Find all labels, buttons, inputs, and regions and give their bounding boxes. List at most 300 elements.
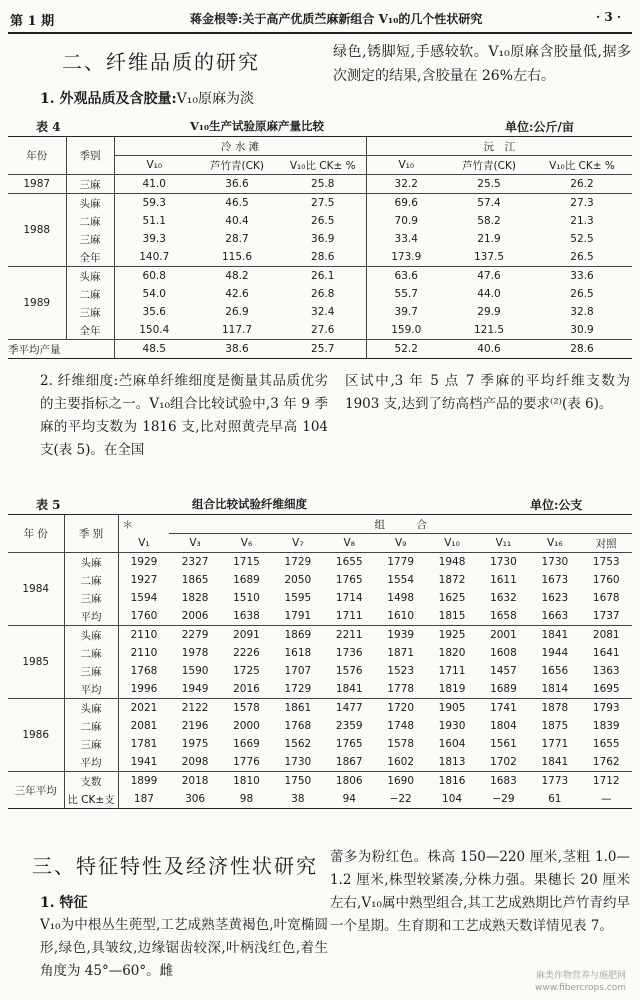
table5-value-cell: 1625 xyxy=(438,592,466,604)
table4-value-cell: 39.7 xyxy=(366,303,446,321)
table4-col-header: V₁₀ xyxy=(366,156,446,175)
table-row xyxy=(8,194,632,213)
table5-value-cell: 1457 xyxy=(490,665,517,677)
table5-value-cell: 1715 xyxy=(233,556,260,568)
table5-season-cell: 二麻 xyxy=(64,717,118,735)
table4-value-cell: 44.0 xyxy=(477,288,501,300)
table-row xyxy=(8,267,632,286)
table4-value-cell: 26.5 xyxy=(570,251,594,263)
table4-value-cell: 30.9 xyxy=(570,324,594,336)
table5-value-cell: 1510 xyxy=(233,592,260,604)
table4-value-cell: 117.7 xyxy=(221,324,253,336)
table5-value-cell: 2226 xyxy=(233,647,260,659)
table5-value-cell: 1760 xyxy=(592,574,620,586)
table4-value-cell: 70.9 xyxy=(366,212,446,230)
table5-value-cell: 1813 xyxy=(438,756,466,768)
table5-value-cell: 1930 xyxy=(438,720,466,732)
table5-value-cell: 1689 xyxy=(490,683,517,695)
table5-value-cell: 1871 xyxy=(387,647,415,659)
table5-value-cell: 1498 xyxy=(387,592,415,604)
appearance-text-start: V₁₀原麻为淡 xyxy=(176,91,255,107)
table5-value-cell: 1618 xyxy=(284,647,312,659)
table5-value-cell: 1602 xyxy=(387,756,415,768)
table5-total-cell: 187 xyxy=(118,790,169,809)
table5-value-cell: 1477 xyxy=(335,702,363,714)
fineness-text-left: 2. 纤维细度:苎麻单纤维细度是衡量其品质优劣的主要指标之一。V₁₀组合比较试验中,3 年 9 季麻的平均支数为 1816 支,比对照黄壳早高 104 支(表 5)。在全国 xyxy=(40,373,328,458)
table-row xyxy=(8,285,632,303)
table4-average-cell: 28.6 xyxy=(570,343,594,355)
table4-value-cell: 21.3 xyxy=(570,215,594,227)
table5-value-cell: 1748 xyxy=(387,720,415,732)
features-text-right: 蕾多为粉红色。株高 150—220 厘米,茎粗 1.0—1.2 厘米,株型较紧凑,分株力强。果穗长 20 厘米左右,V₁₀属中熟型组合,其工艺成熟期比芦竹青约早一个星期。生育期和工艺成熟天数详情见表 7。 xyxy=(330,849,630,934)
table5-value-cell: 1841 xyxy=(335,683,363,695)
table4-value-cell: 27.3 xyxy=(570,197,594,209)
table5-value-cell: 1610 xyxy=(387,610,415,622)
table5-value-cell: 2110 xyxy=(118,644,169,662)
table5-value-cell: 1791 xyxy=(284,610,312,622)
table5-value-cell: 1996 xyxy=(118,680,169,699)
table5-value-cell: 1655 xyxy=(335,556,363,568)
table4-value-cell: 159.0 xyxy=(366,321,446,340)
table4-value-cell: 26.1 xyxy=(311,270,335,282)
table5-value-cell: 1729 xyxy=(284,556,312,568)
table4-value-cell: 121.5 xyxy=(473,324,505,336)
table5-value-cell: 1762 xyxy=(592,756,620,768)
table4-value-cell: 36.6 xyxy=(225,178,249,190)
table5-year-cell: 1985 xyxy=(8,626,64,699)
table4-value-cell: 21.9 xyxy=(477,233,501,245)
table5-value-cell: 1941 xyxy=(118,753,169,772)
table5-value-cell: 1623 xyxy=(541,592,569,604)
table4-average-cell: 40.6 xyxy=(477,343,501,355)
table5-unit: 单位:公支 xyxy=(530,498,583,512)
table4-col-header: V₁₀比 CK± % xyxy=(289,159,356,172)
table-row xyxy=(8,553,632,572)
table5-value-cell: 1561 xyxy=(490,738,517,750)
table5-value-cell: 1711 xyxy=(335,610,363,622)
table4-year-cell: 1988 xyxy=(8,194,66,267)
table4-value-cell: 54.0 xyxy=(114,285,194,303)
table5-season-cell: 头麻 xyxy=(64,626,118,645)
table5-value-cell: 1878 xyxy=(541,702,569,714)
table5-value-cell: 1678 xyxy=(592,592,620,604)
table5-value-cell: 1730 xyxy=(284,756,312,768)
table5-col-header: 对照 xyxy=(595,537,617,550)
table-row xyxy=(8,662,632,680)
table5-value-cell: 2006 xyxy=(181,610,209,622)
table4-value-cell: 52.5 xyxy=(570,233,594,245)
table4-value-cell: 29.9 xyxy=(477,306,501,318)
table5-season-cell: 头麻 xyxy=(64,553,118,572)
table5-value-cell: 1814 xyxy=(541,683,569,695)
table5-total-cell: 1773 xyxy=(541,775,569,787)
table5-value-cell: 1841 xyxy=(541,629,569,641)
table4-label: 表 4 xyxy=(36,120,61,134)
table5-total-cell: 1683 xyxy=(490,775,517,787)
table5-season-cell: 头麻 xyxy=(64,699,118,718)
table5-value-cell: 1669 xyxy=(233,738,260,750)
table4 xyxy=(8,136,632,359)
table5-season-cell: 二麻 xyxy=(64,644,118,662)
table5-total-cell: 1806 xyxy=(335,775,363,787)
header-rule xyxy=(8,32,632,34)
table4-season-cell: 二麻 xyxy=(66,212,114,230)
table5-value-cell: 2122 xyxy=(181,702,209,714)
table4-average-cell: 48.5 xyxy=(114,340,194,359)
features-subtitle: 1. 特征 xyxy=(40,895,88,911)
table4-value-cell: 41.0 xyxy=(114,175,194,194)
table5-total-cell: 1810 xyxy=(233,775,260,787)
table5-total-cell: −22 xyxy=(389,793,412,805)
table5-value-cell: 2110 xyxy=(118,626,169,645)
appearance-text-right: 绿色,锈脚短,手感较软。V₁₀原麻含胶量低,据多次测定的结果,含胶量在 26%左右。 xyxy=(333,44,631,84)
table5-caption: 组合比较试验纤维细度 xyxy=(192,497,307,511)
table5-value-cell: 1594 xyxy=(118,589,169,607)
table4-value-cell: 140.7 xyxy=(114,248,194,267)
table5-value-cell: 1562 xyxy=(284,738,312,750)
table5-col-header: V₁₁ xyxy=(495,537,512,549)
table4-value-cell: 26.5 xyxy=(311,215,335,227)
table5-value-cell: 1730 xyxy=(541,556,569,568)
table5-value-cell: 2081 xyxy=(592,629,620,641)
table4-value-cell: 51.1 xyxy=(114,212,194,230)
table4-unit: 单位:公斤/亩 xyxy=(505,120,574,134)
table5-value-cell: 1729 xyxy=(284,683,312,695)
table5-value-cell: 1632 xyxy=(490,592,517,604)
table4-value-cell: 57.4 xyxy=(477,197,501,209)
table5-value-cell: 2327 xyxy=(181,556,209,568)
table4-header-year: 年份 xyxy=(8,137,66,175)
table5-value-cell: 1608 xyxy=(490,647,517,659)
table4-season-cell: 头麻 xyxy=(66,194,114,213)
table5-value-cell: 1554 xyxy=(387,574,415,586)
table4-average-cell: 25.7 xyxy=(311,343,335,355)
table5-value-cell: 2279 xyxy=(181,629,209,641)
table4-value-cell: 26.8 xyxy=(311,288,335,300)
table4-group-a: 冷 水 滩 xyxy=(114,137,366,156)
table5-total-cell: 94 xyxy=(342,793,356,805)
table5-value-cell: 2000 xyxy=(233,720,260,732)
table5-value-cell: 1865 xyxy=(181,574,209,586)
table5-value-cell: 1948 xyxy=(438,556,466,568)
table5-total-sublabel: 支数 xyxy=(64,772,118,791)
table5-year-cell: 1984 xyxy=(8,553,64,626)
table-row xyxy=(8,175,632,194)
table4-average-cell: 38.6 xyxy=(225,343,249,355)
table5-value-cell: 1828 xyxy=(181,592,209,604)
table5-total-row xyxy=(8,790,632,809)
table5-value-cell: 2081 xyxy=(118,717,169,735)
table5-value-cell: 1725 xyxy=(233,665,260,677)
appearance-subtitle xyxy=(40,88,254,108)
table4-caption: V₁₀生产试验原麻产量比较 xyxy=(190,119,324,133)
table5-total-cell: — xyxy=(601,793,612,805)
table5-total-cell: 1712 xyxy=(592,775,620,787)
table5-total-cell: −29 xyxy=(492,793,515,805)
table4-value-cell: 39.3 xyxy=(114,230,194,248)
table4-year-cell: 1987 xyxy=(8,175,66,194)
table4-value-cell: 59.3 xyxy=(114,194,194,213)
table-row xyxy=(8,735,632,753)
watermark-site-name: 麻类作物营养与施肥网 xyxy=(535,971,626,981)
table-row xyxy=(8,589,632,607)
table-row xyxy=(8,717,632,735)
table-row xyxy=(8,212,632,230)
table5-value-cell: 1673 xyxy=(541,574,569,586)
table4-value-cell: 137.5 xyxy=(473,251,505,263)
table5-value-cell: 1695 xyxy=(592,683,620,695)
table5-col-header: V₁₆ xyxy=(547,537,563,549)
table5-value-cell: 1363 xyxy=(592,665,620,677)
table5-value-cell: 1779 xyxy=(387,556,415,568)
table4-season-cell: 三麻 xyxy=(66,230,114,248)
table4-header-season: 季别 xyxy=(66,137,114,175)
table5-season-cell: 三麻 xyxy=(64,662,118,680)
table5-value-cell: 1929 xyxy=(118,553,169,572)
table5-value-cell: 1711 xyxy=(438,665,466,677)
table5-col-header: V₁ xyxy=(118,534,169,553)
table5-value-cell: 1872 xyxy=(438,574,466,586)
table5-group: 组 合 xyxy=(169,515,632,534)
table5-total-cell: 104 xyxy=(442,793,463,805)
table4-value-cell: 55.7 xyxy=(366,285,446,303)
table4-col-header: V₁₀ xyxy=(114,156,194,175)
table4-season-cell: 全年 xyxy=(66,248,114,267)
table4-value-cell: 32.4 xyxy=(311,306,335,318)
table4-value-cell: 63.6 xyxy=(366,267,446,286)
table4-value-cell: 33.4 xyxy=(366,230,446,248)
table4-value-cell: 40.4 xyxy=(225,215,249,227)
table5-value-cell: 1975 xyxy=(181,738,209,750)
table5-value-cell: 1781 xyxy=(118,735,169,753)
table5-total-cell: 61 xyxy=(548,793,562,805)
table5-value-cell: 1658 xyxy=(490,610,517,622)
table5-col-header: V₇ xyxy=(292,537,304,549)
table5-season-cell: 三麻 xyxy=(64,735,118,753)
table-row xyxy=(8,753,632,772)
table4-value-cell: 42.6 xyxy=(225,288,249,300)
table5-value-cell: 1978 xyxy=(181,647,209,659)
table5-value-cell: 1720 xyxy=(387,702,415,714)
table4-value-cell: 26.9 xyxy=(225,306,249,318)
table5-value-cell: 1736 xyxy=(335,647,363,659)
table4-value-cell: 32.2 xyxy=(366,175,446,194)
table5-total-label: 三年平均 xyxy=(8,772,64,809)
table-row xyxy=(8,607,632,626)
table5-year-cell: 1986 xyxy=(8,699,64,772)
table5-value-cell: 1638 xyxy=(233,610,260,622)
table4-season-cell: 二麻 xyxy=(66,285,114,303)
table5-col-header: V₆ xyxy=(240,537,253,549)
table4-value-cell: 48.2 xyxy=(225,270,249,282)
table5-value-cell: 1815 xyxy=(438,610,466,622)
table5-header-year: 年 份 xyxy=(8,515,64,553)
table5-value-cell: 2211 xyxy=(335,629,363,641)
table5-value-cell: 1641 xyxy=(592,647,620,659)
table5-value-cell: 1768 xyxy=(284,720,312,732)
table5-value-cell: 1927 xyxy=(118,571,169,589)
table4-value-cell: 150.4 xyxy=(114,321,194,340)
table4-value-cell: 33.6 xyxy=(570,270,594,282)
table4-value-cell: 60.8 xyxy=(114,267,194,286)
table5-total-row xyxy=(8,772,632,791)
table5-value-cell: 1839 xyxy=(592,720,620,732)
table5-value-cell: 1737 xyxy=(592,610,620,622)
table4-average-cell: 52.2 xyxy=(366,340,446,359)
table5-value-cell: 1604 xyxy=(438,738,466,750)
table5-label: 表 5 xyxy=(36,498,61,512)
table5-value-cell: 1595 xyxy=(284,592,312,604)
table4-average-row xyxy=(8,340,632,359)
table5-value-cell: 1819 xyxy=(438,683,466,695)
table5-value-cell: 2091 xyxy=(233,629,260,641)
table5-value-cell: 1804 xyxy=(490,720,517,732)
table5-value-cell: 1861 xyxy=(284,702,312,714)
table4-group-b: 沅 江 xyxy=(366,137,632,156)
table5-value-cell: 1939 xyxy=(387,629,415,641)
table5-value-cell: 1689 xyxy=(233,574,260,586)
table5-value-cell: 1655 xyxy=(592,738,620,750)
table4-col-header: V₁₀比 CK± % xyxy=(549,159,615,172)
table5-value-cell: 1760 xyxy=(118,607,169,626)
table4-col-header: 芦竹青(CK) xyxy=(462,159,516,172)
table4-value-cell: 46.5 xyxy=(225,197,249,209)
table4-season-cell: 三麻 xyxy=(66,175,114,194)
table4-value-cell: 69.6 xyxy=(366,194,446,213)
table5-col-header: V₁₀ xyxy=(444,537,460,549)
table5-col-header: V₉ xyxy=(394,537,407,549)
table5-value-cell: 1707 xyxy=(284,665,312,677)
table4-value-cell: 26.5 xyxy=(570,288,594,300)
table5-value-cell: 1925 xyxy=(438,629,466,641)
table5-total-cell: 38 xyxy=(291,793,305,805)
table5-total-cell: 306 xyxy=(185,793,206,805)
table5 xyxy=(8,514,632,809)
table4-value-cell: 27.6 xyxy=(311,324,335,336)
table5-total-cell: 98 xyxy=(239,793,254,805)
table-row xyxy=(8,680,632,699)
table-row xyxy=(8,626,632,645)
table5-col-header: V₈ xyxy=(343,537,355,549)
table5-value-cell: 1944 xyxy=(541,647,569,659)
table4-value-cell: 26.2 xyxy=(570,178,594,190)
table5-total-cell: 1816 xyxy=(438,775,466,787)
table5-value-cell: 2050 xyxy=(284,574,312,586)
table5-value-cell: 2196 xyxy=(181,720,209,732)
table4-value-cell: 36.9 xyxy=(311,233,335,245)
table4-col-header: 芦竹青(CK) xyxy=(210,159,264,172)
table5-total-sublabel: 比 CK±支 xyxy=(64,790,118,809)
fineness-text-right: 区试中,3 年 5 点 7 季麻的平均纤维支数为 1903 支,达到了纺高档产品的要求⁽²⁾(表 6)。 xyxy=(345,373,630,412)
table5-value-cell: 2098 xyxy=(181,756,209,768)
table5-season-cell: 平均 xyxy=(64,753,118,772)
table-row xyxy=(8,303,632,321)
table4-value-cell: 25.5 xyxy=(477,178,501,190)
table-row xyxy=(8,248,632,267)
table4-value-cell: 28.7 xyxy=(225,233,249,245)
table5-value-cell: 1869 xyxy=(284,629,312,641)
table5-season-cell: 平均 xyxy=(64,680,118,699)
table5-value-cell: 1590 xyxy=(181,665,209,677)
table4-value-cell: 47.6 xyxy=(477,270,501,282)
appearance-subtitle-label: 1. 外观品质及含胶量: xyxy=(40,91,177,107)
table5-value-cell: 1875 xyxy=(541,720,569,732)
table5-value-cell: 1578 xyxy=(387,738,415,750)
table5-value-cell: 1702 xyxy=(490,756,517,768)
table5-value-cell: 1776 xyxy=(233,756,260,768)
table5-total-cell: 2018 xyxy=(181,775,209,787)
table-row xyxy=(8,321,632,340)
table5-total-cell: 1690 xyxy=(387,775,415,787)
table5-value-cell: 1663 xyxy=(541,610,569,622)
table5-season-cell: 平均 xyxy=(64,607,118,626)
table5-value-cell: 1768 xyxy=(118,662,169,680)
section-2-title: 二、纤维品质的研究 xyxy=(62,50,260,74)
table5-season-cell: 三麻 xyxy=(64,589,118,607)
table4-value-cell: 115.6 xyxy=(221,251,253,263)
table5-col-header: V₃ xyxy=(189,537,201,549)
table5-value-cell: 1905 xyxy=(438,702,466,714)
table5-value-cell: 1771 xyxy=(541,738,569,750)
table5-value-cell: 2016 xyxy=(233,683,260,695)
table4-value-cell: 32.8 xyxy=(570,306,594,318)
issue-number: 第 1 期 xyxy=(10,14,55,29)
table5-value-cell: 2001 xyxy=(490,629,517,641)
table-row xyxy=(8,699,632,718)
table5-value-cell: 2021 xyxy=(118,699,169,718)
table5-corner-mark: ＊ xyxy=(118,515,169,534)
table4-value-cell: 58.2 xyxy=(477,215,501,227)
table5-value-cell: 1765 xyxy=(335,738,363,750)
table5-header-season: 季 别 xyxy=(64,515,118,553)
table5-value-cell: 1576 xyxy=(335,665,363,677)
table5-value-cell: 1867 xyxy=(335,756,363,768)
table5-value-cell: 2359 xyxy=(335,720,363,732)
table5-value-cell: 1778 xyxy=(387,683,415,695)
table5-value-cell: 1656 xyxy=(541,665,569,677)
table5-value-cell: 1611 xyxy=(490,574,517,586)
table5-value-cell: 1753 xyxy=(592,556,620,568)
running-title: 蒋金根等:关于高产优质苎麻新组合 V₁₀的几个性状研究 xyxy=(190,12,483,26)
table5-value-cell: 1714 xyxy=(335,592,363,604)
table5-total-cell: 1899 xyxy=(118,772,169,791)
table5-value-cell: 1741 xyxy=(490,702,517,714)
table4-value-cell: 35.6 xyxy=(114,303,194,321)
table5-total-cell: 1750 xyxy=(284,775,312,787)
watermark-url: www.fibercrops.com xyxy=(535,983,626,993)
table4-value-cell: 173.9 xyxy=(366,248,446,267)
watermark xyxy=(535,970,626,994)
table-row xyxy=(8,571,632,589)
table4-season-cell: 头麻 xyxy=(66,267,114,286)
table5-value-cell: 1820 xyxy=(438,647,466,659)
table-row xyxy=(8,644,632,662)
table5-value-cell: 1730 xyxy=(490,556,517,568)
table5-value-cell: 1765 xyxy=(335,574,363,586)
table5-value-cell: 1793 xyxy=(592,702,620,714)
table5-season-cell: 二麻 xyxy=(64,571,118,589)
table5-value-cell: 1523 xyxy=(387,665,415,677)
table-row xyxy=(8,230,632,248)
table5-value-cell: 1949 xyxy=(181,683,209,695)
section-3-title: 三、特征特性及经济性状研究 xyxy=(32,854,318,878)
table4-average-label: 季平均产量 xyxy=(8,343,61,356)
table4-value-cell: 27.5 xyxy=(311,197,335,209)
page-number: · 3 · xyxy=(596,10,622,24)
table4-season-cell: 全年 xyxy=(66,321,114,340)
features-text-left: V₁₀为中根丛生蔸型,工艺成熟茎黄褐色,叶宽椭圆形,绿色,具皱纹,边缘锯齿较深,叶柄浅红色,着生角度为 45°—60°。雌 xyxy=(40,917,328,979)
table5-value-cell: 1841 xyxy=(541,756,569,768)
